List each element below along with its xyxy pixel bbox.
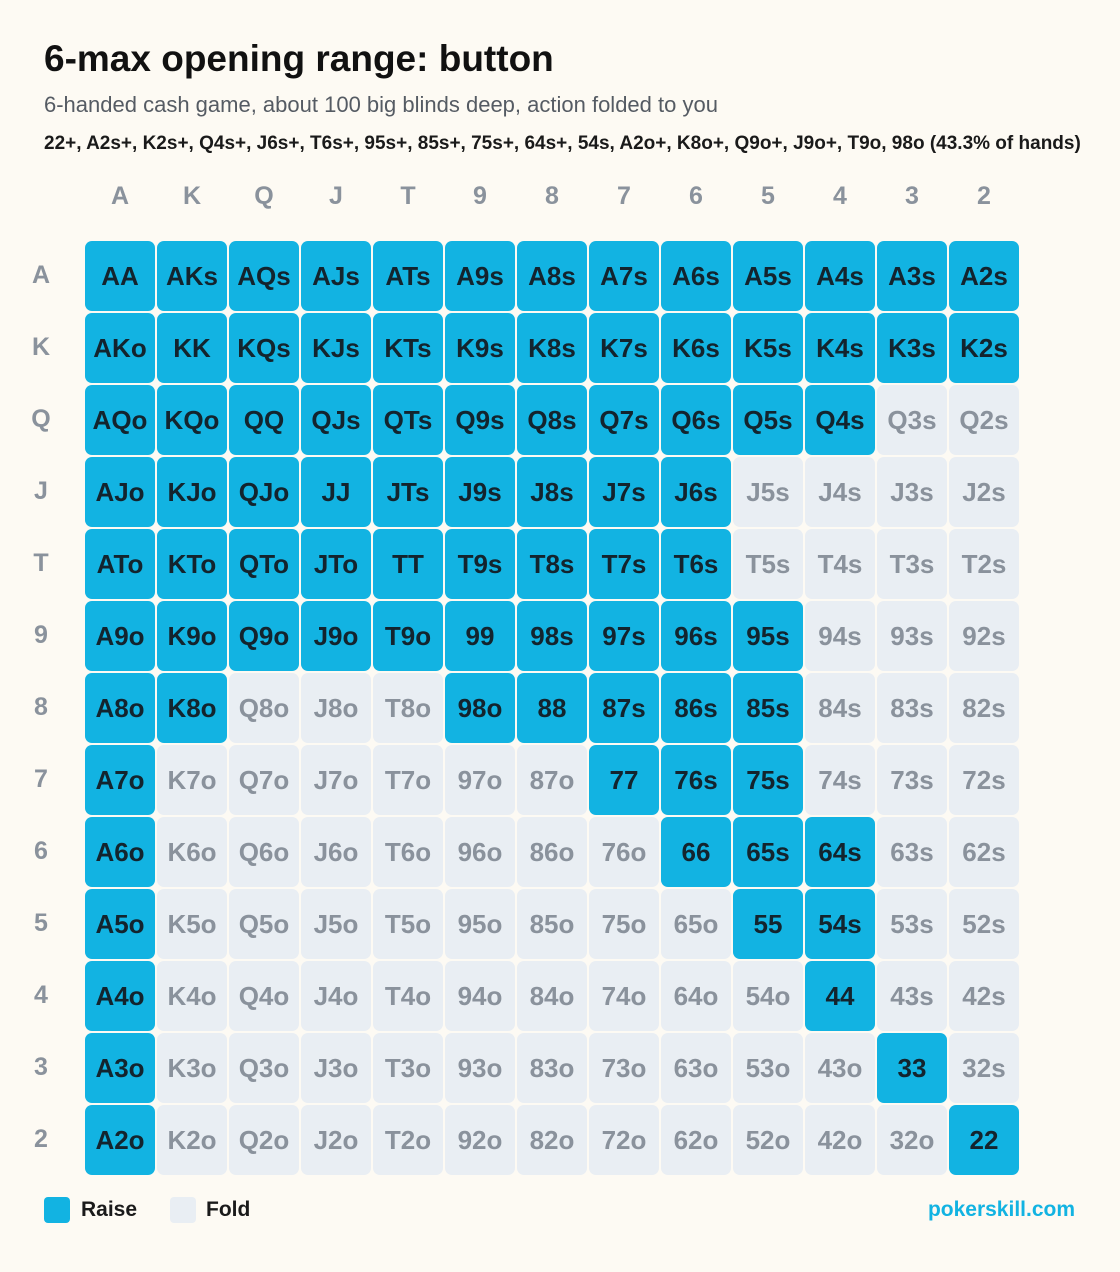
hand-cell[interactable]: J3o [301, 1033, 371, 1103]
row-label: 9 [34, 621, 48, 649]
hand-cell[interactable]: T6o [373, 817, 443, 887]
hand-cell[interactable]: 93s [877, 601, 947, 671]
hand-cell[interactable]: KQo [157, 385, 227, 455]
hand-cell[interactable]: K8s [517, 313, 587, 383]
hand-cell[interactable]: A2s [949, 241, 1019, 311]
hand-cell[interactable]: T7s [589, 529, 659, 599]
hand-cell[interactable]: 96o [445, 817, 515, 887]
hand-cell[interactable]: K9s [445, 313, 515, 383]
hand-cell[interactable]: 86o [517, 817, 587, 887]
hand-cell[interactable]: 42o [805, 1105, 875, 1175]
hand-cell[interactable]: 32o [877, 1105, 947, 1175]
hand-cell[interactable]: 75o [589, 889, 659, 959]
hand-cell[interactable]: K9o [157, 601, 227, 671]
column-label: 2 [977, 182, 991, 210]
hand-cell[interactable]: A7s [589, 241, 659, 311]
hand-cell[interactable]: K6s [661, 313, 731, 383]
hand-cell[interactable]: 92s [949, 601, 1019, 671]
hand-cell[interactable]: Q2o [229, 1105, 299, 1175]
hand-cell[interactable]: A5s [733, 241, 803, 311]
hand-cell[interactable]: Q3s [877, 385, 947, 455]
hand-cell[interactable]: 43s [877, 961, 947, 1031]
hand-cell[interactable]: 54o [733, 961, 803, 1031]
hand-cell[interactable]: 63s [877, 817, 947, 887]
hand-cell[interactable]: 82o [517, 1105, 587, 1175]
hand-cell[interactable]: A3o [85, 1033, 155, 1103]
hand-cell[interactable]: A5o [85, 889, 155, 959]
hand-cell[interactable]: A4o [85, 961, 155, 1031]
hand-cell[interactable]: TT [373, 529, 443, 599]
hand-cell[interactable]: KTs [373, 313, 443, 383]
hand-cell[interactable]: JTo [301, 529, 371, 599]
hand-cell[interactable]: Q9s [445, 385, 515, 455]
hand-cell[interactable]: Q5s [733, 385, 803, 455]
hand-cell[interactable]: 42s [949, 961, 1019, 1031]
hand-cell[interactable]: J8s [517, 457, 587, 527]
hand-cell[interactable]: 53o [733, 1033, 803, 1103]
hand-cell[interactable]: 97o [445, 745, 515, 815]
hand-cell[interactable]: 32s [949, 1033, 1019, 1103]
hand-cell[interactable]: KJo [157, 457, 227, 527]
hand-cell[interactable]: A9o [85, 601, 155, 671]
brand-link[interactable]: pokerskill.com [927, 1198, 1075, 1221]
hand-cell[interactable]: Q3o [229, 1033, 299, 1103]
hand-cell[interactable]: A6o [85, 817, 155, 887]
hand-cell[interactable]: 33 [877, 1033, 947, 1103]
hand-cell[interactable]: 44 [805, 961, 875, 1031]
hand-cell[interactable]: Q2s [949, 385, 1019, 455]
hand-cell[interactable]: K2o [157, 1105, 227, 1175]
hand-cell[interactable]: Q8o [229, 673, 299, 743]
hand-cell[interactable]: Q4o [229, 961, 299, 1031]
hand-cell[interactable]: KK [157, 313, 227, 383]
column-label: 6 [689, 182, 703, 210]
chart-subtitle: 6-handed cash game, about 100 big blinds deep, action folded to you [44, 92, 718, 117]
hand-cell[interactable]: 77 [589, 745, 659, 815]
row-label: 7 [34, 765, 48, 793]
hand-cell[interactable]: J7o [301, 745, 371, 815]
hand-cell[interactable]: 52s [949, 889, 1019, 959]
hand-cell[interactable]: A2o [85, 1105, 155, 1175]
hand-cell[interactable]: A8o [85, 673, 155, 743]
hand-cell[interactable]: K3s [877, 313, 947, 383]
hand-cell[interactable]: A4s [805, 241, 875, 311]
hand-cell[interactable]: 86s [661, 673, 731, 743]
row-label: A [31, 261, 51, 289]
hand-cell[interactable]: J9s [445, 457, 515, 527]
hand-cell[interactable]: QTo [229, 529, 299, 599]
hand-cell[interactable]: A8s [517, 241, 587, 311]
hand-cell[interactable]: QQ [229, 385, 299, 455]
column-label: J [329, 182, 343, 210]
hand-cell[interactable]: 95o [445, 889, 515, 959]
hand-cell[interactable]: Q7o [229, 745, 299, 815]
hand-cell[interactable]: 65s [733, 817, 803, 887]
row-label: Q [31, 405, 51, 433]
hand-cell[interactable]: AKo [85, 313, 155, 383]
hand-cell[interactable]: 75s [733, 745, 803, 815]
column-label: 5 [761, 182, 775, 210]
hand-cell[interactable]: 95s [733, 601, 803, 671]
hand-cell[interactable]: 65o [661, 889, 731, 959]
hand-cell[interactable]: AKs [157, 241, 227, 311]
hand-cell[interactable]: Q6o [229, 817, 299, 887]
hand-cell[interactable]: T8s [517, 529, 587, 599]
hand-cell[interactable]: 53s [877, 889, 947, 959]
hand-cell[interactable]: J5s [733, 457, 803, 527]
hand-cell[interactable]: 54s [805, 889, 875, 959]
hand-cell[interactable]: T2o [373, 1105, 443, 1175]
hand-cell[interactable]: Q9o [229, 601, 299, 671]
hand-cell[interactable]: J4o [301, 961, 371, 1031]
hand-cell[interactable]: Q4s [805, 385, 875, 455]
hand-cell[interactable]: A9s [445, 241, 515, 311]
hand-cell[interactable]: Q7s [589, 385, 659, 455]
hand-cell[interactable]: Q6s [661, 385, 731, 455]
row-label: K [31, 333, 51, 361]
hand-cell[interactable]: J4s [805, 457, 875, 527]
hand-cell[interactable]: 84s [805, 673, 875, 743]
hand-cell[interactable]: T4o [373, 961, 443, 1031]
hand-cell[interactable]: A3s [877, 241, 947, 311]
hand-cell[interactable]: 74o [589, 961, 659, 1031]
hand-cell[interactable]: J7s [589, 457, 659, 527]
hand-cell[interactable]: J6s [661, 457, 731, 527]
hand-cell[interactable]: J2s [949, 457, 1019, 527]
hand-cell[interactable]: 87o [517, 745, 587, 815]
column-label: 8 [545, 182, 559, 210]
hand-cell[interactable]: T7o [373, 745, 443, 815]
hand-cell[interactable]: K8o [157, 673, 227, 743]
hand-cell[interactable]: QTs [373, 385, 443, 455]
hand-cell[interactable]: 73s [877, 745, 947, 815]
hand-cell[interactable]: 94s [805, 601, 875, 671]
hand-cell[interactable]: K6o [157, 817, 227, 887]
hand-cell[interactable]: 84o [517, 961, 587, 1031]
hand-cell[interactable]: 63o [661, 1033, 731, 1103]
hand-cell[interactable]: J9o [301, 601, 371, 671]
hand-cell[interactable]: K7o [157, 745, 227, 815]
hand-cell[interactable]: 66 [661, 817, 731, 887]
hand-cell[interactable]: 76s [661, 745, 731, 815]
hand-cell[interactable]: QJo [229, 457, 299, 527]
hand-cell[interactable]: K5s [733, 313, 803, 383]
hand-cell[interactable]: 93o [445, 1033, 515, 1103]
hand-cell[interactable]: 55 [733, 889, 803, 959]
hand-cell[interactable]: 96s [661, 601, 731, 671]
column-label: 7 [617, 182, 631, 210]
hand-cell[interactable]: AQo [85, 385, 155, 455]
row-label: 3 [34, 1053, 48, 1081]
hand-cell[interactable]: KTo [157, 529, 227, 599]
hand-cell[interactable]: 72o [589, 1105, 659, 1175]
row-label: 2 [34, 1125, 48, 1153]
hand-cell[interactable]: J2o [301, 1105, 371, 1175]
hand-cell[interactable]: 83o [517, 1033, 587, 1103]
hand-cell[interactable]: 98o [445, 673, 515, 743]
legend-raise-swatch [44, 1197, 70, 1223]
row-label: 5 [34, 909, 48, 937]
hand-cell[interactable]: KJs [301, 313, 371, 383]
row-label: 4 [34, 981, 48, 1009]
hand-cell[interactable]: AJo [85, 457, 155, 527]
hand-cell[interactable]: AQs [229, 241, 299, 311]
hand-cell[interactable]: T5s [733, 529, 803, 599]
hand-cell[interactable]: 98s [517, 601, 587, 671]
hand-cell[interactable]: T3o [373, 1033, 443, 1103]
hand-cell[interactable]: ATs [373, 241, 443, 311]
row-label: J [34, 477, 48, 505]
hand-cell[interactable]: 73o [589, 1033, 659, 1103]
hand-cell[interactable]: AJs [301, 241, 371, 311]
row-label: 8 [34, 693, 48, 721]
legend-raise-label: Raise [81, 1198, 138, 1221]
hand-cell[interactable]: A7o [85, 745, 155, 815]
hand-cell[interactable]: 92o [445, 1105, 515, 1175]
hand-cell[interactable]: K4s [805, 313, 875, 383]
column-label: A [110, 182, 130, 210]
hand-cell[interactable]: 88 [517, 673, 587, 743]
hand-cell[interactable]: ATo [85, 529, 155, 599]
hand-cell[interactable]: Q5o [229, 889, 299, 959]
hand-cell[interactable]: T3s [877, 529, 947, 599]
hand-cell[interactable]: T9o [373, 601, 443, 671]
hand-cell[interactable]: 85o [517, 889, 587, 959]
hand-cell[interactable]: 62s [949, 817, 1019, 887]
hand-cell[interactable]: T4s [805, 529, 875, 599]
column-label: 4 [833, 182, 847, 210]
column-label: K [182, 182, 202, 210]
hand-cell[interactable]: J3s [877, 457, 947, 527]
hand-cell[interactable]: 82s [949, 673, 1019, 743]
hand-cell[interactable]: J5o [301, 889, 371, 959]
hand-cell[interactable]: K2s [949, 313, 1019, 383]
hand-cell[interactable]: JJ [301, 457, 371, 527]
hand-cell[interactable]: 22 [949, 1105, 1019, 1175]
row-label: 6 [34, 837, 48, 865]
legend-fold-swatch [170, 1197, 196, 1223]
column-label: Q [254, 182, 274, 210]
hand-cell[interactable]: T2s [949, 529, 1019, 599]
hand-cell[interactable]: K4o [157, 961, 227, 1031]
hand-cell[interactable]: A6s [661, 241, 731, 311]
hand-cell[interactable]: KQs [229, 313, 299, 383]
hand-cell[interactable]: 62o [661, 1105, 731, 1175]
column-label: 9 [473, 182, 487, 210]
hand-cell[interactable]: 76o [589, 817, 659, 887]
column-label: 3 [905, 182, 919, 210]
hand-cell[interactable]: 64s [805, 817, 875, 887]
hand-cell[interactable]: K5o [157, 889, 227, 959]
hand-cell[interactable]: AA [85, 241, 155, 311]
hand-cell[interactable]: 87s [589, 673, 659, 743]
hand-cell[interactable]: T9s [445, 529, 515, 599]
hand-cell[interactable]: 94o [445, 961, 515, 1031]
chart-title: 6-max opening range: button [44, 38, 554, 79]
hand-cell[interactable]: 52o [733, 1105, 803, 1175]
hand-cell[interactable]: J6o [301, 817, 371, 887]
hand-cell[interactable]: T5o [373, 889, 443, 959]
hand-cell[interactable]: J8o [301, 673, 371, 743]
hand-cell[interactable]: Q8s [517, 385, 587, 455]
hand-cell[interactable]: T6s [661, 529, 731, 599]
hand-cell[interactable]: 72s [949, 745, 1019, 815]
hand-cell[interactable]: 97s [589, 601, 659, 671]
hand-cell[interactable]: 99 [445, 601, 515, 671]
hand-cell[interactable]: 43o [805, 1033, 875, 1103]
hand-cell[interactable]: 85s [733, 673, 803, 743]
column-label: T [400, 182, 416, 210]
hand-cell[interactable]: JTs [373, 457, 443, 527]
hand-cell[interactable]: 64o [661, 961, 731, 1031]
hand-cell[interactable]: QJs [301, 385, 371, 455]
hand-cell[interactable]: 74s [805, 745, 875, 815]
hand-cell[interactable]: 83s [877, 673, 947, 743]
range-summary: 22+, A2s+, K2s+, Q4s+, J6s+, T6s+, 95s+, 85s+, 75s+, 64s+, 54s, A2o+, K8o+, Q9o+, J9o+, T9o, 98o (43.3% of hands) [44, 133, 1081, 154]
row-label: T [33, 549, 49, 577]
hand-cell[interactable]: T8o [373, 673, 443, 743]
legend-fold-label: Fold [206, 1198, 251, 1221]
hand-cell[interactable]: K7s [589, 313, 659, 383]
hand-cell[interactable]: K3o [157, 1033, 227, 1103]
